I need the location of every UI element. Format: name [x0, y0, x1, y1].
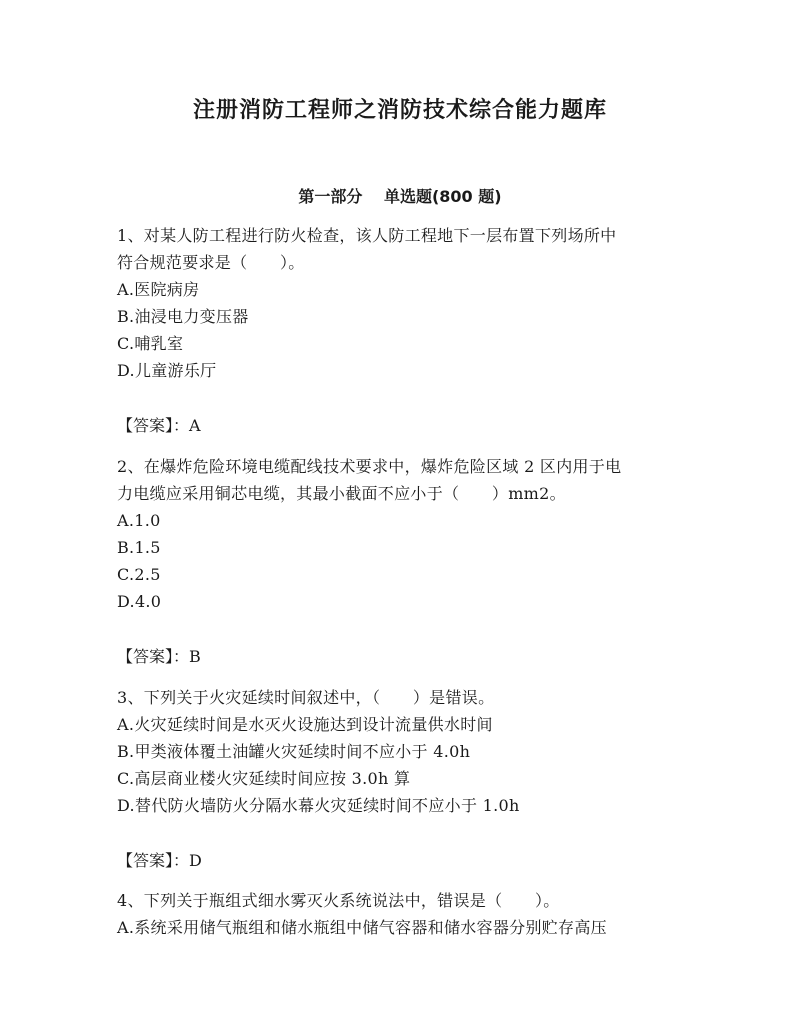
question-2-option-a: A.1.0 [117, 511, 161, 530]
question-3-option-c: C.高层商业楼火灾延续时间应按 3.0h 算 [117, 769, 411, 788]
question-4-option-a: A.系统采用储气瓶组和储水瓶组中储气容器和储水容器分别贮存高压 [117, 918, 607, 937]
question-1-option-b: B.油浸电力变压器 [117, 307, 249, 326]
question-2-answer: 【答案】：B [117, 647, 201, 666]
question-2-stem-line-1: 2、在爆炸危险环境电缆配线技术要求中，爆炸危险区域 2 区内用于电 [117, 457, 622, 476]
document-title: 注册消防工程师之消防技术综合能力题库 [192, 98, 607, 123]
section-title: 第一部分 单选题(800 题) [298, 187, 502, 206]
question-2-option-b: B.1.5 [117, 538, 161, 557]
question-3-option-d: D.替代防火墙防火分隔水幕火灾延续时间不应小于 1.0h [117, 796, 520, 815]
question-1-stem-line-2: 符合规范要求是（ ）。 [117, 253, 305, 272]
question-2-option-d: D.4.0 [117, 592, 162, 611]
question-1-option-d: D.儿童游乐厅 [117, 361, 217, 380]
question-2-option-c: C.2.5 [117, 565, 161, 584]
question-3-option-b: B.甲类液体覆土油罐火灾延续时间不应小于 4.0h [117, 742, 471, 761]
question-2-stem-line-2: 力电缆应采用铜芯电缆，其最小截面不应小于（ ）mm2。 [117, 484, 566, 503]
question-4-stem-line-1: 4、下列关于瓶组式细水雾灭火系统说法中，错误是（ ）。 [117, 891, 560, 910]
question-3-stem-line-1: 3、下列关于火灾延续时间叙述中，（ ）是错误。 [117, 688, 495, 707]
question-3-option-a: A.火灾延续时间是水灭火设施达到设计流量供水时间 [117, 715, 493, 734]
question-3-answer: 【答案】：D [117, 851, 202, 870]
question-1-answer: 【答案】：A [117, 416, 201, 435]
question-1-stem-line-1: 1、对某人防工程进行防火检查，该人防工程地下一层布置下列场所中 [117, 226, 617, 245]
question-1-option-c: C.哺乳室 [117, 334, 184, 353]
question-1-option-a: A.医院病房 [117, 280, 200, 299]
